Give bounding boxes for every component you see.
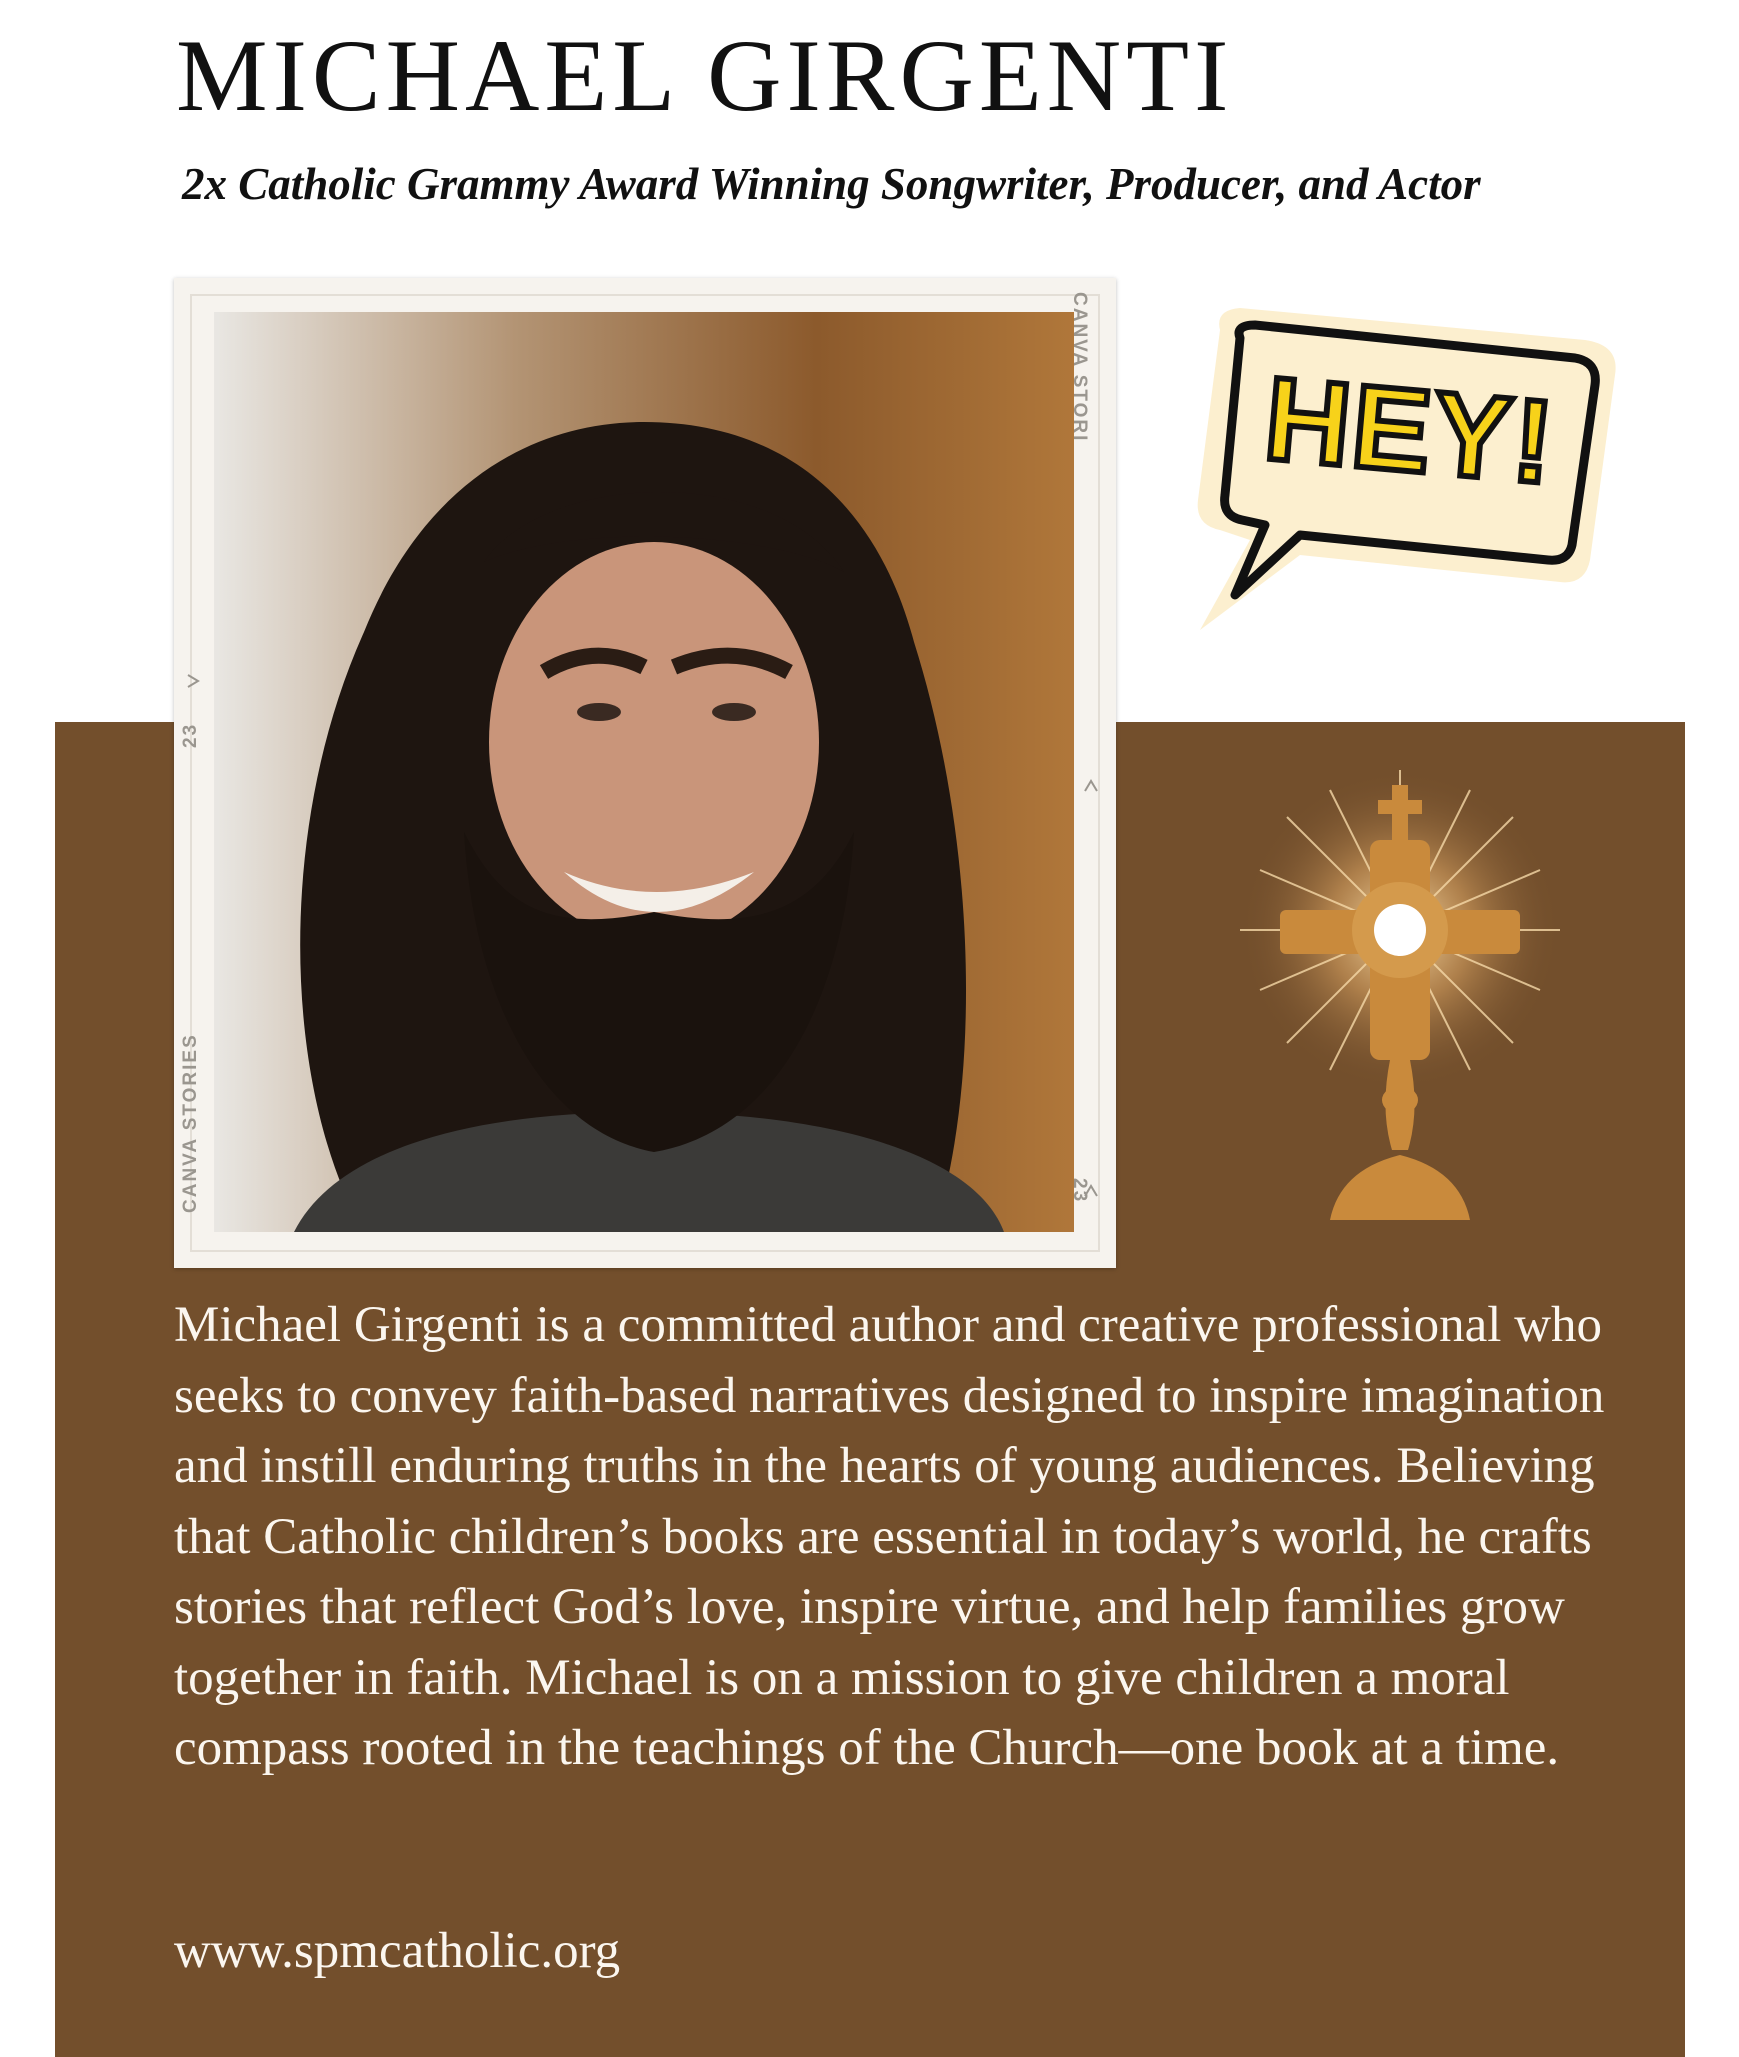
- monstrance-icon: [1220, 770, 1580, 1240]
- tagline: 2x Catholic Grammy Award Winning Songwriter, Producer, and Actor: [182, 159, 1481, 209]
- frame-brand-text-left: CANVA STORIES: [180, 1033, 201, 1213]
- frame-number-left: 23: [180, 722, 201, 748]
- portrait-illustration: [214, 312, 1074, 1232]
- bio-paragraph: Michael Girgenti is a committed author and creative professional who seeks to convey faith-based narratives designed to inspire imagination and instill enduring truths in the hearts of young audiences. Believing that Catholic children’s books are essential in today’s world, he crafts stories that reflect God’s love, inspire virtue, and help families grow together in faith. Michael is on a mission to give children a moral compass rooted in the teachings of the Church—one book at a time.: [174, 1297, 1605, 1776]
- hey-text: HEY!: [1259, 352, 1561, 510]
- portrait-photo: [214, 312, 1074, 1232]
- hey-speech-bubble: [1180, 300, 1630, 630]
- frame-triangle-icon: [1084, 1183, 1098, 1199]
- website-link[interactable]: www.spmcatholic.org: [174, 1923, 621, 1979]
- frame-triangle-icon: [1084, 778, 1098, 794]
- photo-frame: [174, 278, 1116, 1268]
- page-title: MICHAEL GIRGENTI: [176, 19, 1234, 133]
- frame-brand-text-top: CANVA STORI: [1069, 292, 1090, 443]
- frame-triangle-icon: [186, 673, 200, 689]
- monstrance-illustration: [1220, 770, 1580, 1240]
- frame-number-right: 23: [1069, 1178, 1090, 1204]
